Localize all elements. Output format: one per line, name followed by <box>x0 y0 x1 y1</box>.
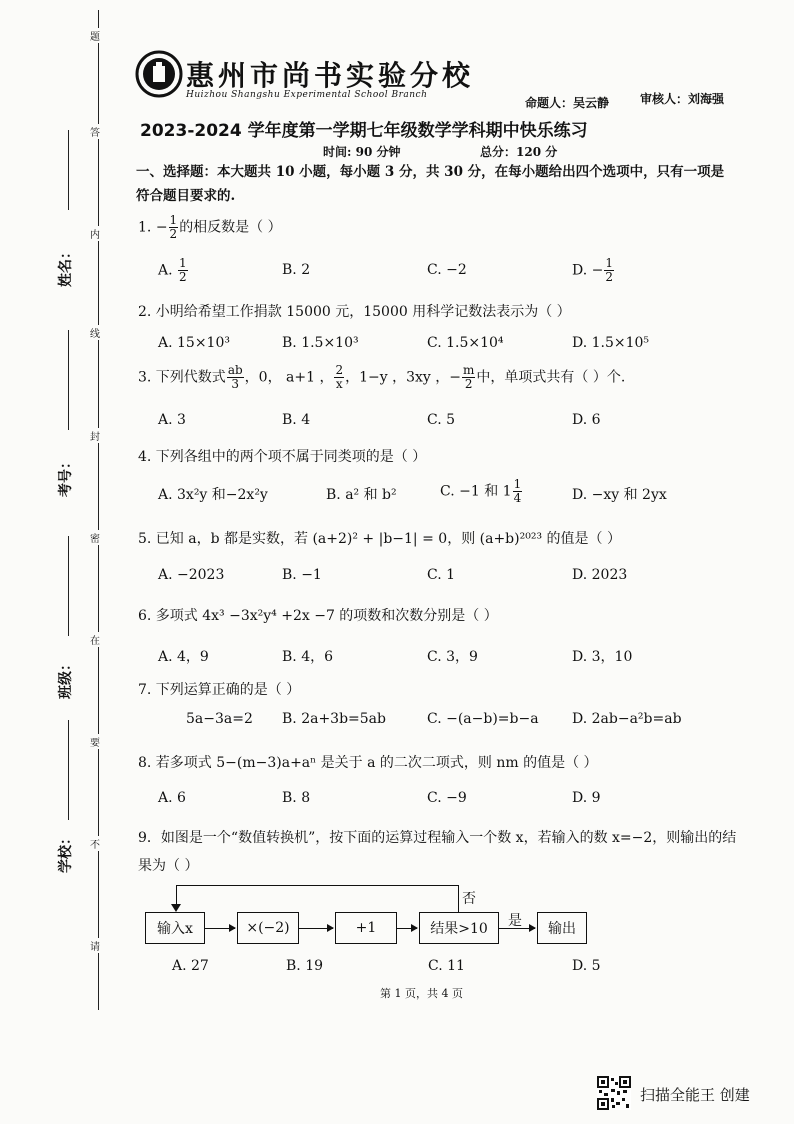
q9-option-b: B. 19 <box>286 958 324 974</box>
q4-option-b: B. a² 和 b² <box>326 487 397 503</box>
q6-option-a: A. 4，9 <box>158 649 209 665</box>
q6-option-b: B. 4，6 <box>282 649 334 665</box>
school-logo <box>135 50 183 98</box>
exam-title: 2023-2024 学年度第一学期七年级数学学科期中快乐练习 <box>140 121 588 141</box>
q5-option-c: C. 1 <box>427 567 456 583</box>
q9-option-d: D. 5 <box>572 958 601 974</box>
q1-option-d: D. − $\frac{1}{2}$ <box>572 256 613 284</box>
school-name: 惠州市尚书实验分校 <box>186 59 475 92</box>
q5-option-d: D. 2023 <box>572 567 628 583</box>
q8-option-b: B. 8 <box>282 790 311 806</box>
school-field-line <box>68 720 69 820</box>
q4-option-d: D. −xy 和 2yx <box>572 487 667 503</box>
margin-char: 密 <box>90 530 100 545</box>
question-4: 4. 下列各组中的两个项不属于同类项的是（ ） <box>138 449 427 465</box>
q7-option-d: D. 2ab−a²b=ab <box>572 711 682 727</box>
q2-option-a: A. 15×10³ <box>158 335 230 351</box>
q3-option-d: D. 6 <box>572 412 601 428</box>
margin-char: 请 <box>90 938 100 953</box>
q7-option-a: 5a−3a=2 <box>186 711 253 727</box>
section-instruction-line1: 一、选择题：本大题共 10 小题，每小题 3 分，共 30 分，在每小题给出四个选项中，只有一项是 <box>136 164 725 180</box>
id-field-label: 考号： <box>58 455 74 497</box>
question-3: 3. 下列代数式 $\frac{ab}{3}$ ，0， a+1 ， $\frac{2}{x}$ ，1−y ，3xy ，− $\frac{m}{2}$ 中，单项式共有（ ）个. <box>138 363 626 391</box>
exam-time: 时间: 90 分钟 <box>323 145 401 159</box>
school-field-label: 学校： <box>58 831 74 873</box>
question-7: 7. 下列运算正确的是（ ） <box>138 682 301 698</box>
q4-option-a: A. 3x²y 和−2x²y <box>158 487 268 503</box>
q7-option-c: C. −(a−b)=b−a <box>427 711 539 727</box>
flow-box-input: 输入x <box>145 912 205 944</box>
margin-char: 封 <box>90 428 100 443</box>
question-6: 6. 多项式 4x³ −3x²y⁴ +2x −7 的项数和次数分别是（ ） <box>138 608 498 624</box>
question-2: 2. 小明给希望工作捐款 15000 元，15000 用科学记数法表示为（ ） <box>138 304 571 320</box>
id-field-line <box>68 330 69 430</box>
margin-char: 线 <box>90 325 100 340</box>
name-field-line <box>68 130 69 210</box>
flow-label-yes: 是 <box>508 913 522 929</box>
q5-option-a: A. −2023 <box>158 567 225 583</box>
loop-line-top <box>176 885 458 886</box>
school-name-en: Huizhou Shangshu Experimental School Branch <box>186 90 428 100</box>
flow-arrow <box>397 928 417 929</box>
exam-score: 总分：120 分 <box>480 145 558 159</box>
q7-option-b: B. 2a+3b=5ab <box>282 711 386 727</box>
question-9-line1: 9．如图是一个“数值转换机”，按下面的运算过程输入一个数 x，若输入的数 x=−2，则输出的结 <box>138 830 737 846</box>
margin-char: 题 <box>90 28 100 43</box>
flow-box-add: +1 <box>335 912 397 944</box>
loop-line-right <box>458 885 459 913</box>
margin-char: 答 <box>90 124 100 139</box>
binding-margin-line <box>98 10 99 1010</box>
q1-option-b: B. 2 <box>282 262 311 278</box>
q9-option-a: A. 27 <box>172 958 209 974</box>
question-9-line2: 果为（ ） <box>138 858 199 874</box>
q1-option-a: A. $\frac{1}{2}$ <box>158 256 187 284</box>
margin-char: 内 <box>90 226 100 241</box>
q5-option-b: B. −1 <box>282 567 322 583</box>
flow-arrow <box>299 928 333 929</box>
question-5: 5. 已知 a，b 都是实数，若 (a+2)² + |b−1| = 0，则 (a+b)²⁰²³ 的值是（ ） <box>138 531 621 547</box>
loop-arrow-head <box>171 904 181 912</box>
q2-option-b: B. 1.5×10³ <box>282 335 359 351</box>
flow-label-no: 否 <box>462 891 476 907</box>
margin-char: 在 <box>90 632 100 647</box>
class-field-label: 班级： <box>58 657 74 699</box>
margin-char: 要 <box>90 734 100 749</box>
q4-option-c: C. −1 和 1 $\frac{1}{4}$ <box>440 477 522 505</box>
q2-option-c: C. 1.5×10⁴ <box>427 335 504 351</box>
page-number: 第 1 页，共 4 页 <box>380 987 463 1000</box>
q8-option-c: C. −9 <box>427 790 467 806</box>
flow-box-multiply: ×(−2) <box>237 912 299 944</box>
flow-arrow <box>205 928 235 929</box>
question-1: 1. − $\frac{1}{2}$ 的相反数是（ ） <box>138 213 282 241</box>
name-field-label: 姓名： <box>58 245 74 287</box>
margin-char: 不 <box>90 836 100 851</box>
flow-box-output: 输出 <box>537 912 587 944</box>
reviewer: 审核人：刘海强 <box>640 92 725 106</box>
scanner-watermark: 扫描全能王 创建 <box>640 1086 750 1104</box>
school-seal-icon <box>135 50 183 98</box>
class-field-line <box>68 536 69 636</box>
q3-option-c: C. 5 <box>427 412 456 428</box>
q2-option-d: D. 1.5×10⁵ <box>572 335 650 351</box>
q8-option-a: A. 6 <box>158 790 186 806</box>
q6-option-d: D. 3，10 <box>572 649 633 665</box>
q3-option-a: A. 3 <box>158 412 186 428</box>
flow-box-condition: 结果>10 <box>419 912 499 944</box>
q1-option-c: C. −2 <box>427 262 467 278</box>
question-8: 8. 若多项式 5−(m−3)a+aⁿ 是关于 a 的二次二项式，则 nm 的值是（ ） <box>138 755 598 771</box>
q6-option-c: C. 3，9 <box>427 649 478 665</box>
qr-code-icon <box>597 1076 631 1110</box>
q3-option-b: B. 4 <box>282 412 311 428</box>
section-instruction-line2: 符合题目要求的. <box>136 188 236 204</box>
q8-option-d: D. 9 <box>572 790 601 806</box>
q9-option-c: C. 11 <box>428 958 465 974</box>
setter: 命题人：吴云静 <box>525 96 610 110</box>
